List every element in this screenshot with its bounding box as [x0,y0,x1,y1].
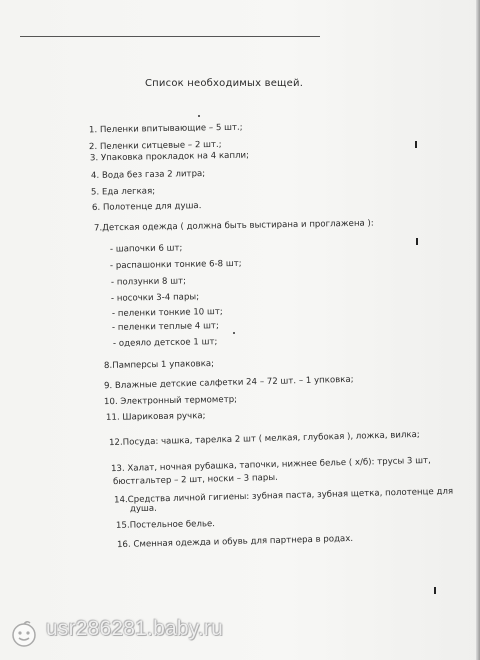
list-item-16: 16. Сменная одежда и обувь для партнера в родах. [116,533,354,551]
list-item-11: 11. Шариковая ручка; [105,411,206,423]
margin-tick-mark [416,238,418,245]
top-horizontal-rule [20,36,320,37]
baby-ru-logo-icon [8,618,40,650]
page-edge-shadow [476,0,480,660]
clothing-subitem-4: - носочки 3-4 пары; [110,292,200,304]
margin-tick-mark [434,587,436,594]
clothing-subitem-1: - шапочки 6 шт; [109,243,183,255]
clothing-subitem-3: - ползунки 8 шт; [110,276,187,288]
list-item-12: 12.Посуда: чашка, тарелка 2 шт ( мелкая, глубокая ), ложка, вилка; [108,429,420,449]
scan-speck [198,115,200,117]
scan-speck [233,332,235,334]
list-item-2: 2. Пеленки ситцевые – 2 шт.; [88,139,222,153]
list-item-15: 15.Постельное белье. [115,519,216,531]
list-item-9: 9. Влажные детские салфетки 24 – 72 шт. – 1 упковка; [103,374,354,392]
list-item-13-line-2: бюстгальтер – 2 шт, носки – 3 пары. [112,472,278,488]
clothing-subitem-6: - пеленки теплые 4 шт; [111,321,219,333]
list-item-7: 7.Детская одежда ( должна быть выстирана и проглажена ): [93,218,374,234]
list-item-14-line-2: душа. [129,503,157,515]
list-item-8: 8.Памперсы 1 упаковка; [103,359,215,371]
clothing-subitem-5: - пеленки тонкие 10 шт; [111,307,223,319]
list-item-1: 1. Пеленки впитывающие – 5 шт.; [88,122,243,136]
watermark [0,616,480,652]
list-item-4: 4. Вода без газа 2 литра; [90,169,206,181]
watermark-text: usr286281.baby.ru [46,617,223,640]
list-item-10: 10. Электронный термометр; [103,394,238,408]
list-item-13-line-1: 13. Халат, ночная рубашка, тапочки, нижнее белье ( х/б): трусы 3 шт, [110,455,431,475]
list-item-6: 6. Полотенце для душа. [91,201,202,213]
list-item-5: 5. Еда легкая; [90,186,156,198]
list-item-14-line-1: 14.Средства личной гигиены: зубная паста, зубная щетка, полотенце для [113,486,454,506]
clothing-subitem-2: - распашонки тонкие 6-8 шт; [109,258,242,272]
list-item-3: 3. Упаковка прокладок на 4 капли; [89,150,250,164]
margin-tick-mark [415,141,417,148]
clothing-subitem-7: - одеяло детское 1 шт; [112,337,218,349]
document-title: Список необходимых вещей. [145,78,304,89]
